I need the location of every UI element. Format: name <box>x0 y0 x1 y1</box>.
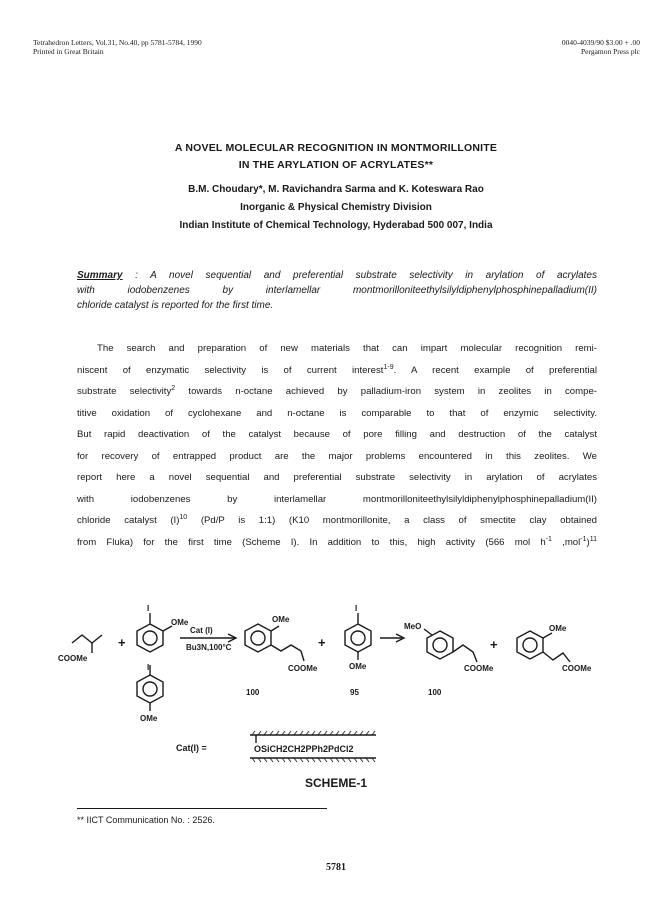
summary-label: Summary <box>77 270 123 281</box>
issn-price: 0040-4039/90 $3.00 + .00 <box>561 38 640 47</box>
aromatic-circle <box>523 638 537 652</box>
catalyst-label: Cat (I) <box>190 626 213 635</box>
summary-line-1: Summary : A novel sequential and preferential substrate selectivity in arylation of acrylates <box>77 270 597 281</box>
author-division: Inorganic & Physical Chemistry Division <box>240 202 432 213</box>
footnote: ** IICT Communication No. : 2526. <box>77 815 215 825</box>
label-iodo: I <box>355 604 358 613</box>
yield-2: 95 <box>350 688 359 697</box>
printed-in: Printed in Great Britain <box>33 47 104 56</box>
plus-sign: + <box>490 637 498 652</box>
benzene-ring <box>427 631 453 659</box>
body-line-7: report here a novel sequential and preferential substrate selectivity in arylation of acrylates <box>77 472 597 483</box>
body-line-6: for recovery of entrapped product are the major problems encountered in this zeolites. We <box>77 450 597 462</box>
ester-bond <box>301 651 304 661</box>
body-paragraph <box>77 338 597 553</box>
aromatic-circle <box>143 682 157 696</box>
benzene-ring <box>517 631 543 659</box>
catalyst-formula: OSiCH2CH2PPh2PdCl2 <box>254 744 354 754</box>
yield-3: 100 <box>428 688 442 697</box>
body-line-1: The search and preparation of new materials that can impart molecular recognition remi- <box>97 343 597 354</box>
label-ome: OMe <box>549 624 567 633</box>
body-line-4: titive oxidation of cyclohexane and n-octane is comparable to that of enzymic selectivity. <box>77 407 597 419</box>
paper-title-line-2: IN THE ARYLATION OF ACRYLATES** <box>238 159 434 171</box>
label-ome: OMe <box>171 618 189 627</box>
scheme-drawing <box>0 565 672 805</box>
summary-block <box>77 268 597 313</box>
cinnamate-chain <box>543 652 570 662</box>
citation-ref: 2 <box>171 384 176 392</box>
citation-ref: 10 <box>179 513 188 521</box>
benzene-ring <box>137 675 163 703</box>
paper-title-line-1: A NOVEL MOLECULAR RECOGNITION IN MONTMORILLONITE <box>174 142 498 154</box>
label-iodo: I <box>147 604 150 613</box>
acrylate-chain <box>72 635 102 643</box>
benzene-ring <box>345 624 371 652</box>
benzene-ring <box>137 624 163 652</box>
catalyst-definition-label: Cat(I) = <box>176 743 207 753</box>
summary-line-3: chloride catalyst is reported for the first time. <box>77 300 274 311</box>
body-line-9: chloride catalyst $(I)^{10}$ (Pd/P is 1:1) (K10 montmorillonite, a class of smectite clay obtained <box>77 513 597 526</box>
reaction-scheme <box>0 565 672 805</box>
aromatic-circle <box>351 631 365 645</box>
citation-ref: 11 <box>589 535 597 543</box>
label-meo: MeO <box>404 622 422 631</box>
ome-bond <box>543 633 552 638</box>
conditions-label: Bu3N,100°C <box>186 643 232 652</box>
plus-sign: + <box>318 635 326 650</box>
label-coome: COOMe <box>562 664 592 673</box>
summary-separator: : <box>122 270 151 281</box>
aromatic-circle <box>433 638 447 652</box>
ome-bond <box>424 629 432 635</box>
aromatic-circle <box>251 631 265 645</box>
body-line-2: niscent of enzymatic selectivity is of current interest$^{1-9}$. A recent example of preferential <box>77 363 597 376</box>
journal-citation: Tetrahedron Letters, Vol.31, No.40, pp 5781-5784, 1990 <box>33 38 202 47</box>
author-institute: Indian Institute of Chemical Technology, Hyderabad 500 007, India <box>179 220 493 231</box>
summary-line-2: with iodobenzenes by interlamellar montmorilloniteethylsilyldiphenylphosphinepalladium(II) <box>77 285 597 296</box>
label-ome: OMe <box>272 615 290 624</box>
yield-1: 100 <box>246 688 260 697</box>
label-iodo: I <box>147 663 150 672</box>
body-line-5: But rapid deactivation of the catalyst because of pore filling and destruction of the catalyst <box>77 429 597 440</box>
publisher: Pergamon Press plc <box>580 47 640 56</box>
body-line-3: substrate selectivity$^2$ towards n-octane achieved by palladium-iron system in zeolites in compe- <box>77 384 597 397</box>
label-coome-1: COOMe <box>58 654 88 663</box>
citation-ref: 1-9 <box>383 363 394 371</box>
ome-bond <box>271 626 279 631</box>
plus-sign: + <box>118 635 126 650</box>
footnote-rule <box>77 808 327 809</box>
body-line-10: from Fluka) for the first time (Scheme I). In addition to this, high activity (566 mol $h^{-1}$ ,mol$^{-1}$)$^{11}$ <box>77 535 597 548</box>
scheme-label: SCHEME-1 <box>304 776 368 790</box>
benzene-ring <box>245 624 271 652</box>
label-ome: OMe <box>140 714 158 723</box>
cinnamate-chain <box>271 645 301 651</box>
aromatic-circle <box>143 631 157 645</box>
author-names: B.M. Choudary*, M. Ravichandra Sarma and K. Koteswara Rao <box>188 184 484 195</box>
cinnamate-chain <box>453 645 477 662</box>
label-coome: COOMe <box>464 664 494 673</box>
page-number: 5781 <box>326 862 346 873</box>
label-ome: OMe <box>349 662 367 671</box>
label-coome: COOMe <box>288 664 318 673</box>
body-line-8: with iodobenzenes by interlamellar montmorilloniteethylsilyldiphenylphosphinepalladium(II) <box>77 493 597 505</box>
